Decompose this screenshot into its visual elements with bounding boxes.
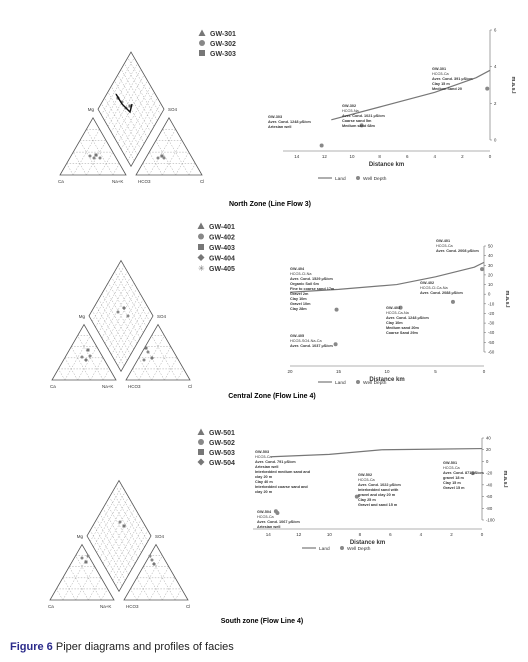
well-annotation: Aver. Cond. 1248 µS/cm <box>386 316 429 320</box>
legend-entry: GW-503 <box>209 450 235 457</box>
sample-point <box>87 349 90 352</box>
legend-well-marker <box>356 176 360 180</box>
sample-point <box>150 356 154 360</box>
sample-point <box>85 561 88 564</box>
y-tick-label: 2 <box>494 100 497 106</box>
legend-well-marker <box>356 380 360 384</box>
x-tick-label: 0 <box>488 154 492 159</box>
y-tick-label: -50 <box>488 339 495 345</box>
x-tick-label: 10 <box>384 369 390 374</box>
piper-grid-line <box>101 589 107 600</box>
legend-entry: GW-504 <box>209 460 235 467</box>
label-ca: Ca <box>50 384 56 389</box>
legend-entry: GW-404 <box>209 255 235 263</box>
well-annotation: Medium sand 20m <box>386 326 419 330</box>
x-tick-label: 20 <box>287 369 293 374</box>
y-tick-label: -20 <box>486 470 493 476</box>
anion-triangle <box>136 118 202 175</box>
legend-marker-square <box>198 244 204 250</box>
label-hco3: HCO3 <box>128 384 141 389</box>
panel-north <box>0 0 528 212</box>
legend-marker-triangle <box>198 429 205 436</box>
label-nak: Na+K <box>112 179 124 184</box>
legend-entry: GW-303 <box>210 51 236 58</box>
well-name: GW-404 <box>290 267 305 271</box>
label-so4: SO4 <box>157 313 167 319</box>
panel-south <box>0 420 528 635</box>
well-depth-point <box>451 300 455 304</box>
sample-point <box>149 555 152 558</box>
sample-point <box>81 356 84 359</box>
central-diamond <box>87 480 151 591</box>
panel-central <box>0 212 528 420</box>
legend-entry: GW-405 <box>209 266 235 273</box>
well-name: GW-303 <box>268 115 283 119</box>
y-tick-label: 0 <box>494 137 497 143</box>
legend-entry: GW-402 <box>209 234 235 242</box>
label-cl: Cl <box>186 604 191 609</box>
north-piper-diagram <box>58 52 204 184</box>
sample-point <box>157 157 160 160</box>
central-diamond <box>89 260 153 371</box>
well-annotation: HCO3-Ca <box>443 466 460 470</box>
well-annotation: Gravel 2m <box>290 292 309 296</box>
well-annotation: gravel 18 m <box>443 476 464 480</box>
sample-point <box>95 154 98 157</box>
x-tick-label: 12 <box>296 532 302 537</box>
piper-grid-line <box>76 556 102 600</box>
sample-point <box>81 557 84 560</box>
well-annotation: Clay 15 m <box>432 82 450 86</box>
sample-point <box>89 155 92 158</box>
sample-point <box>84 358 88 362</box>
well-annotation: HCO3-Ca <box>358 478 375 482</box>
well-annotation: Clay 25 m <box>358 498 376 502</box>
y-tick-label: 50 <box>488 243 493 249</box>
well-annotation: Fine to coarse sand 17m <box>290 287 335 291</box>
label-ca: Ca <box>48 604 54 609</box>
well-annotation: gravel and clay 20 m <box>358 493 396 497</box>
legend-entry: GW-401 <box>209 224 235 231</box>
well-name: GW-501 <box>443 461 458 465</box>
well-annotation: HCO3-Ca <box>436 244 453 248</box>
x-tick-label: 10 <box>349 154 355 159</box>
figure-caption <box>10 641 234 653</box>
y-tick-label: 4 <box>494 64 497 70</box>
north-legend <box>199 30 237 59</box>
well-annotation: Artesian well <box>268 125 292 129</box>
y-tick-label: -10 <box>488 301 495 307</box>
legend-entry: GW-501 <box>209 430 235 437</box>
well-annotation: Artesian well <box>255 465 279 469</box>
well-annotation: Aver. Cond. 1248 µS/cm <box>268 120 311 124</box>
south-zone-title: South zone (Flow Line 4) <box>220 618 304 625</box>
piper-grid-line <box>76 567 95 600</box>
well-annotation: HCO3-Cl-Na <box>290 272 312 276</box>
y-tick-label: -60 <box>488 349 495 355</box>
north-profile-chart <box>268 28 516 183</box>
well-depth-point <box>480 267 484 271</box>
well-annotation: Aver. Cond. 2008 µS/cm <box>436 249 479 253</box>
well-name: GW-402 <box>420 281 435 285</box>
piper-grid-line <box>150 556 176 600</box>
label-mg: Mg <box>76 533 83 539</box>
central-zone-title: Central Zone (Flow Line 4) <box>228 393 316 400</box>
y-axis-label: m.a.s.l <box>502 470 508 488</box>
label-so4: SO4 <box>155 533 165 539</box>
y-tick-label: 40 <box>486 435 491 441</box>
central-figure <box>0 212 528 420</box>
legend-land-label: Land <box>335 381 346 386</box>
legend-entry: GW-502 <box>209 440 235 447</box>
central-profile-chart <box>287 239 510 386</box>
piper-grid-line <box>86 141 106 175</box>
x-tick-label: 15 <box>335 369 342 374</box>
land-surface-line <box>271 449 482 457</box>
label-so4: SO4 <box>168 107 178 113</box>
legend-well-label: Well Depth <box>363 381 387 386</box>
sample-point <box>151 559 154 562</box>
sample-point <box>99 157 102 160</box>
label-cl: Cl <box>200 179 205 184</box>
legend-marker-square <box>198 449 204 455</box>
y-axis-label: m.a.s.l <box>504 290 510 308</box>
well-annotation: Clay 40 m <box>255 480 273 484</box>
x-tick-label: 2 <box>450 532 453 537</box>
well-annotation: Interbedded sand with <box>358 488 399 492</box>
well-depth-point <box>320 144 324 148</box>
legend-marker-triangle <box>198 223 205 230</box>
piper-grid-line <box>69 567 88 600</box>
x-tick-label: 6 <box>405 154 409 159</box>
well-annotation: Clay 15 m <box>443 481 461 485</box>
well-annotation: HCO3-Ca <box>432 72 449 76</box>
legend-marker-circle <box>198 234 204 240</box>
piper-grid-line <box>162 129 188 175</box>
y-tick-label: -20 <box>488 310 495 316</box>
well-annotation: HCO3-SO4-Na-Ca <box>290 339 322 343</box>
legend-marker-star: ✳ <box>198 264 205 273</box>
legend-marker-circle <box>198 439 204 445</box>
piper-grid-line <box>130 589 136 600</box>
well-annotation: Aver. Cond. 391 µS/cm <box>432 77 473 81</box>
x-tick-label: 10 <box>326 532 332 537</box>
y-tick-label: -60 <box>486 494 493 500</box>
well-depth-point <box>334 342 338 346</box>
piper-grid-line <box>80 141 100 175</box>
label-cl: Cl <box>188 384 193 389</box>
piper-grid-line <box>56 589 62 600</box>
y-axis-label: m.a.s.l <box>510 76 516 94</box>
piper-grid-line <box>58 369 64 380</box>
piper-grid-line <box>78 347 97 380</box>
well-annotation: Interbedded coarse sand and <box>255 485 308 489</box>
y-tick-label: -40 <box>488 330 495 336</box>
x-axis-label: Distance km <box>349 540 386 546</box>
sample-point <box>119 521 122 524</box>
label-hco3: HCO3 <box>138 179 151 184</box>
y-tick-label: 30 <box>488 262 493 268</box>
legend-marker-diamond <box>198 459 205 466</box>
sample-point <box>143 359 146 362</box>
legend-marker-circle <box>199 40 205 46</box>
well-name: GW-504 <box>257 510 272 514</box>
x-tick-label: 5 <box>434 369 437 374</box>
well-annotation: Aver. Cond. 1021 µS/cm <box>342 114 385 118</box>
well-annotation: Medium sand 68m <box>342 124 375 128</box>
piper-grid-line <box>152 336 178 380</box>
piper-grid-line <box>143 164 150 175</box>
well-annotation: Gravel and sand 15 m <box>358 503 398 507</box>
well-depth-point <box>275 511 279 515</box>
sample-point <box>122 306 126 310</box>
cation-triangle <box>60 118 126 175</box>
evolution-arrow <box>116 94 132 112</box>
well-depth-point <box>485 87 489 91</box>
well-annotation: Medium Sand 20 <box>432 87 462 91</box>
legend-entry: GW-302 <box>210 41 236 48</box>
sample-point <box>145 347 148 350</box>
legend-well-label: Well Depth <box>347 547 371 552</box>
sample-point <box>87 555 90 558</box>
piper-grid-line <box>143 567 162 600</box>
y-tick-label: -100 <box>486 517 495 523</box>
south-piper-diagram <box>48 480 190 609</box>
sample-point <box>163 157 166 160</box>
well-name: GW-302 <box>342 104 357 108</box>
cation-triangle <box>52 325 116 380</box>
well-name: GW-405 <box>290 334 305 338</box>
well-annotation: clay 20 m <box>255 490 273 494</box>
x-tick-label: 8 <box>378 154 381 159</box>
legend-marker-square <box>199 50 205 56</box>
x-axis-label: Distance km <box>369 377 405 383</box>
legend-marker-triangle <box>199 30 206 37</box>
label-nak: Na+K <box>102 384 114 389</box>
y-tick-label: 6 <box>494 27 497 33</box>
piper-grid-line <box>67 164 74 175</box>
central-piper-diagram <box>50 260 192 389</box>
x-axis-label: Distance km <box>368 162 405 168</box>
well-annotation: Coarse Sand 29m <box>386 331 418 335</box>
south-profile-chart <box>253 436 508 553</box>
x-tick-label: 8 <box>358 532 362 537</box>
x-tick-label: 14 <box>265 532 271 537</box>
x-tick-label: 0 <box>480 532 484 537</box>
y-tick-label: 0 <box>486 458 489 464</box>
well-annotation: Aver. Cond. 1067 µS/cm <box>257 520 300 524</box>
well-annotation: HCO3-Cl-Ca-Na <box>420 286 448 290</box>
label-hco3: HCO3 <box>126 604 139 609</box>
figure-number: Figure 6 <box>10 641 53 653</box>
well-annotation: Aver. Cond. 2088 µS/cm <box>420 291 463 295</box>
x-tick-label: 12 <box>321 154 327 159</box>
well-annotation: HCO3-Na <box>342 109 359 113</box>
piper-grid-line <box>86 129 112 175</box>
piper-grid-line <box>103 369 109 380</box>
well-annotation: Gravel 10m <box>290 302 311 306</box>
label-mg: Mg <box>78 313 85 319</box>
north-figure <box>0 0 528 212</box>
legend-land-label: Land <box>319 547 330 552</box>
well-annotation: Aver. Cond. 791 µS/cm <box>255 460 296 464</box>
well-annotation: Clay 10m <box>290 297 307 301</box>
well-name: GW-503 <box>255 450 270 454</box>
well-annotation: clay 20 m <box>255 475 273 479</box>
well-annotation: HCO3-Ca <box>255 455 272 459</box>
piper-grid-line <box>132 369 138 380</box>
legend-marker-diamond <box>198 254 205 261</box>
legend-entry: GW-403 <box>209 245 235 252</box>
y-tick-label: -40 <box>486 482 493 488</box>
sample-point <box>147 351 150 354</box>
diamond-grid-line <box>115 272 147 327</box>
x-tick-label: 14 <box>294 154 300 159</box>
south-legend <box>198 429 236 468</box>
well-annotation: Clay 10m <box>386 321 403 325</box>
x-tick-label: 4 <box>433 154 437 159</box>
north-zone-title: North Zone (Line Flow 3) <box>228 201 312 208</box>
diamond-grid-line <box>105 63 138 120</box>
central-legend <box>198 223 236 274</box>
diamond-grid-line <box>113 492 145 547</box>
well-name: GW-301 <box>432 67 447 71</box>
x-tick-label: 4 <box>419 532 423 537</box>
piper-grid-line <box>189 164 196 175</box>
well-annotation: Aver. Cond. 1022 µS/cm <box>358 483 401 487</box>
cation-triangle <box>50 545 114 600</box>
legend-well-label: Well Depth <box>363 177 387 182</box>
well-annotation: Aver. Cond. 871 µS/cm <box>443 471 484 475</box>
sample-point <box>123 525 126 528</box>
y-tick-label: -80 <box>486 505 493 511</box>
well-annotation: Artesian well <box>257 525 281 529</box>
sample-point <box>127 315 130 318</box>
sample-point <box>93 157 96 160</box>
well-annotation: Aver. Cond. 1037 µS/cm <box>290 344 333 348</box>
x-tick-label: 0 <box>482 369 486 374</box>
well-annotation: Clay 28m <box>290 307 307 311</box>
y-tick-label: 10 <box>488 282 493 288</box>
well-name: GW-502 <box>358 473 373 477</box>
legend-entry: GW-301 <box>210 31 236 38</box>
well-depth-point <box>335 308 339 312</box>
piper-grid-line <box>71 347 90 380</box>
piper-grid-line <box>177 369 183 380</box>
y-tick-label: 20 <box>486 447 491 453</box>
label-ca: Ca <box>58 179 64 184</box>
well-annotation: Gravel 15 m <box>443 486 465 490</box>
south-figure <box>0 420 528 635</box>
x-tick-label: 6 <box>389 532 392 537</box>
well-annotation: HCO3-Ca <box>257 515 274 519</box>
y-tick-label: 0 <box>488 291 491 297</box>
well-annotation: HCO3-Ca-Na <box>386 311 409 315</box>
piper-grid-line <box>175 589 181 600</box>
well-name: GW-401 <box>436 239 451 243</box>
well-annotation: Coarse sand 5m <box>342 119 372 123</box>
figure-caption-text: Piper diagrams and profiles of facies <box>55 641 234 653</box>
legend-well-marker <box>340 546 344 550</box>
well-name: GW-403 <box>386 306 401 310</box>
sample-point <box>89 355 92 358</box>
y-tick-label: -30 <box>488 320 495 326</box>
sample-point <box>117 311 120 314</box>
y-tick-label: 20 <box>488 272 493 278</box>
label-nak: Na+K <box>100 604 112 609</box>
well-annotation: Organic Soil 6m <box>290 282 319 286</box>
y-tick-label: 40 <box>488 253 493 259</box>
label-mg: Mg <box>87 107 94 113</box>
piper-grid-line <box>150 567 169 600</box>
legend-land-label: Land <box>335 177 346 182</box>
anion-triangle <box>126 325 190 380</box>
anion-triangle <box>124 545 188 600</box>
x-tick-label: 2 <box>461 154 464 159</box>
well-annotation: Interbedded medium sand and <box>255 470 311 474</box>
piper-grid-line <box>152 347 171 380</box>
well-annotation: Aver. Cond. 1529 µS/cm <box>290 277 333 281</box>
piper-grid-line <box>113 164 120 175</box>
